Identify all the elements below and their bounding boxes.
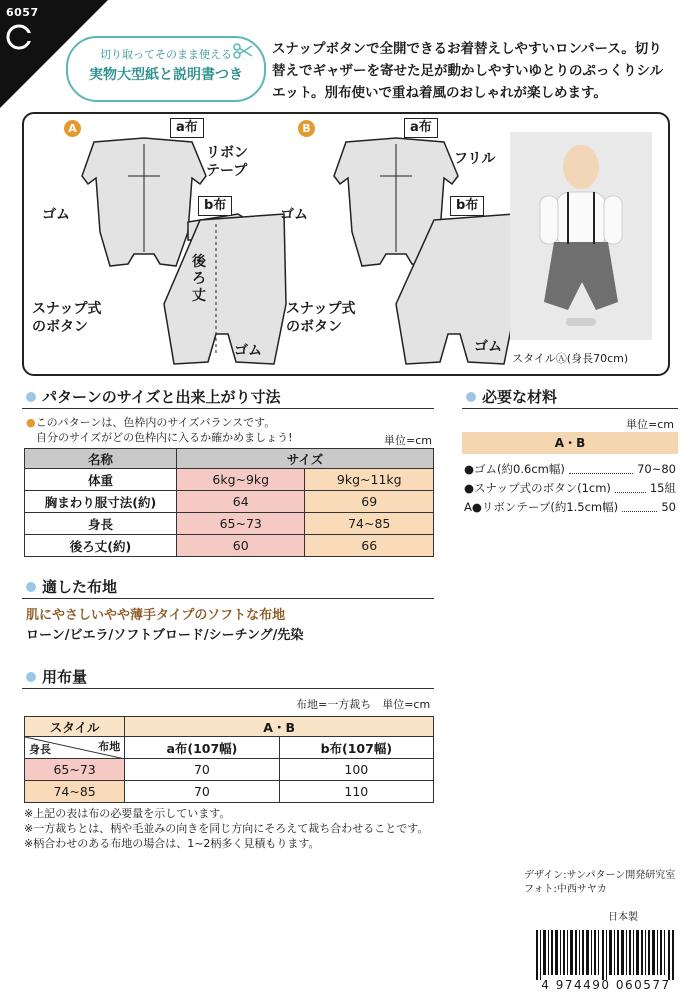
snap-label-b: スナップ式 のボタン bbox=[286, 301, 356, 335]
brand-logo-icon bbox=[6, 24, 32, 50]
size-unit: 単位=cm bbox=[384, 434, 432, 447]
cell: 6kg~9kg bbox=[177, 469, 305, 491]
doll-photo-image bbox=[510, 132, 652, 340]
divider bbox=[22, 688, 434, 689]
notes bbox=[24, 806, 454, 851]
badge-line2: 実物大型紙と説明書つき bbox=[89, 67, 243, 83]
cell: 9kg~11kg bbox=[305, 469, 434, 491]
yardage-unit: 布地=一方裁ち 単位=cm bbox=[296, 698, 431, 711]
leader-dots bbox=[622, 498, 657, 512]
table-row bbox=[25, 535, 434, 557]
leader-dots bbox=[569, 460, 633, 474]
table-row bbox=[25, 513, 434, 535]
size-note-1-text: このパターンは、色枠内のサイズバランスです。 bbox=[35, 416, 276, 429]
list-item bbox=[464, 498, 676, 517]
item-value: 70~80 bbox=[637, 462, 676, 476]
size-header-name: 名称 bbox=[25, 449, 177, 469]
style-value: A・B bbox=[125, 717, 434, 737]
item-value: 50 bbox=[661, 500, 676, 514]
materials-title: 必要な材料 bbox=[482, 388, 558, 406]
yardage-table bbox=[24, 716, 434, 803]
model-photo bbox=[510, 132, 652, 340]
fabric-section-title: 適した布地 bbox=[42, 578, 118, 596]
fabric-b-tag-b: b布 bbox=[450, 196, 484, 216]
fabric-header: 布地 bbox=[98, 740, 121, 753]
elastic-label-a2: ゴム bbox=[234, 343, 262, 359]
table-row bbox=[25, 759, 434, 781]
section-dot-icon bbox=[466, 392, 476, 402]
table-row bbox=[25, 469, 434, 491]
intro-line: 替えでギャザーを寄せた足が動かしやすいゆとりのぷっくりシル bbox=[272, 63, 664, 79]
size-header-size: サイズ bbox=[177, 449, 434, 469]
photo-caption: スタイルⒶ(身長70cm) bbox=[512, 352, 629, 365]
table-row bbox=[25, 491, 434, 513]
note-line: ※柄合わせのある布地の場合は、1~2柄多く見積もります。 bbox=[24, 837, 320, 850]
item-name: スナップ式のボタン(1cm) bbox=[474, 481, 611, 495]
style-a-badge: A bbox=[64, 120, 81, 137]
fabric-highlight: 肌にやさしいやや薄手タイプのソフトな布地 bbox=[26, 608, 286, 623]
item-prefix: ● bbox=[464, 462, 475, 476]
intro-line: スナップボタンで全開できるお着替えしやすいロンパース。切り bbox=[272, 41, 662, 57]
item-prefix: A● bbox=[464, 500, 482, 514]
row-label: 身長 bbox=[25, 513, 177, 535]
style-header: スタイル bbox=[25, 717, 125, 737]
fabric-a-tag-a: a布 bbox=[170, 118, 204, 138]
style-b-badge: B bbox=[298, 120, 315, 137]
design-credit: デザイン:サンパターン開発研究室 bbox=[524, 870, 676, 881]
divider bbox=[462, 408, 678, 409]
cell: 66 bbox=[305, 535, 434, 557]
cell: 110 bbox=[279, 781, 433, 803]
list-item bbox=[464, 460, 676, 479]
cell: 69 bbox=[305, 491, 434, 513]
pattern-number: 6057 bbox=[6, 6, 39, 19]
size-section-title: パターンのサイズと出来上がり寸法 bbox=[42, 388, 281, 406]
pattern-badge bbox=[66, 36, 266, 102]
frill-label: フリル bbox=[454, 151, 496, 167]
elastic-label-b2: ゴム bbox=[474, 339, 502, 355]
row-height: 65~73 bbox=[25, 759, 125, 781]
list-item bbox=[464, 479, 676, 498]
bullet-icon: ● bbox=[26, 416, 36, 429]
col-b-header: b布(107幅) bbox=[279, 737, 433, 759]
fabric-list: ローン/ビエラ/ソフトブロード/シーチング/先染 bbox=[26, 628, 304, 643]
col-a-header: a布(107幅) bbox=[125, 737, 279, 759]
cell: 70 bbox=[125, 781, 279, 803]
materials-header: A・B bbox=[462, 432, 678, 454]
table-row bbox=[25, 781, 434, 803]
item-prefix: ● bbox=[464, 481, 475, 495]
materials-unit: 単位=cm bbox=[626, 418, 674, 431]
row-height: 74~85 bbox=[25, 781, 125, 803]
fabric-b-tag-a: b布 bbox=[198, 196, 232, 216]
section-dot-icon bbox=[26, 582, 36, 592]
section-dot-icon bbox=[26, 392, 36, 402]
divider bbox=[22, 598, 434, 599]
barcode-number: 4 974490 060577 bbox=[541, 978, 671, 992]
cell: 100 bbox=[279, 759, 433, 781]
size-note-1 bbox=[26, 414, 275, 430]
cell: 74~85 bbox=[305, 513, 434, 535]
leader-dots bbox=[615, 479, 646, 493]
ribbon-label: リボン テープ bbox=[206, 145, 248, 179]
item-value: 15組 bbox=[649, 481, 676, 495]
intro-line: エット。別布使いで重ね着風のおしゃれが楽しめます。 bbox=[272, 85, 607, 101]
item-name: ゴム(約0.6cm幅) bbox=[474, 462, 565, 476]
fabric-a-tag-b: a布 bbox=[404, 118, 438, 138]
size-note-2: 自分のサイズがどの色枠内に入るか確かめましょう! bbox=[36, 431, 293, 444]
row-label: 体重 bbox=[25, 469, 177, 491]
divider bbox=[22, 408, 434, 409]
cell: 64 bbox=[177, 491, 305, 513]
made-in: 日本製 bbox=[608, 912, 638, 923]
badge-line1: 切り取ってそのまま使える bbox=[100, 48, 232, 61]
back-length-label: 後ろ丈 bbox=[192, 254, 206, 304]
row-label: 後ろ丈(約) bbox=[25, 535, 177, 557]
row-label: 胸まわり服寸法(約) bbox=[25, 491, 177, 513]
yardage-title: 用布量 bbox=[42, 668, 88, 686]
section-dot-icon bbox=[26, 672, 36, 682]
snap-label-a: スナップ式 のボタン bbox=[32, 301, 102, 335]
elastic-label-b1: ゴム bbox=[280, 207, 308, 223]
barcode-image bbox=[536, 930, 676, 980]
cell: 60 bbox=[177, 535, 305, 557]
size-table bbox=[24, 448, 434, 557]
scissors-icon bbox=[232, 42, 254, 60]
note-line: ※上記の表は布の必要量を示しています。 bbox=[24, 807, 231, 820]
cell: 65~73 bbox=[177, 513, 305, 535]
elastic-label-a1: ゴム bbox=[42, 207, 70, 223]
diagonal-header-cell bbox=[25, 737, 125, 759]
cell: 70 bbox=[125, 759, 279, 781]
item-name: リボンテープ(約1.5cm幅) bbox=[481, 500, 619, 514]
note-line: ※一方裁ちとは、柄や毛並みの向きを同じ方向にそろえて裁ち合わせることです。 bbox=[24, 822, 429, 835]
materials-list bbox=[464, 460, 676, 517]
height-header: 身長 bbox=[29, 743, 51, 756]
photo-credit: フォト:中西サヤカ bbox=[524, 884, 607, 895]
intro-text bbox=[272, 38, 690, 104]
